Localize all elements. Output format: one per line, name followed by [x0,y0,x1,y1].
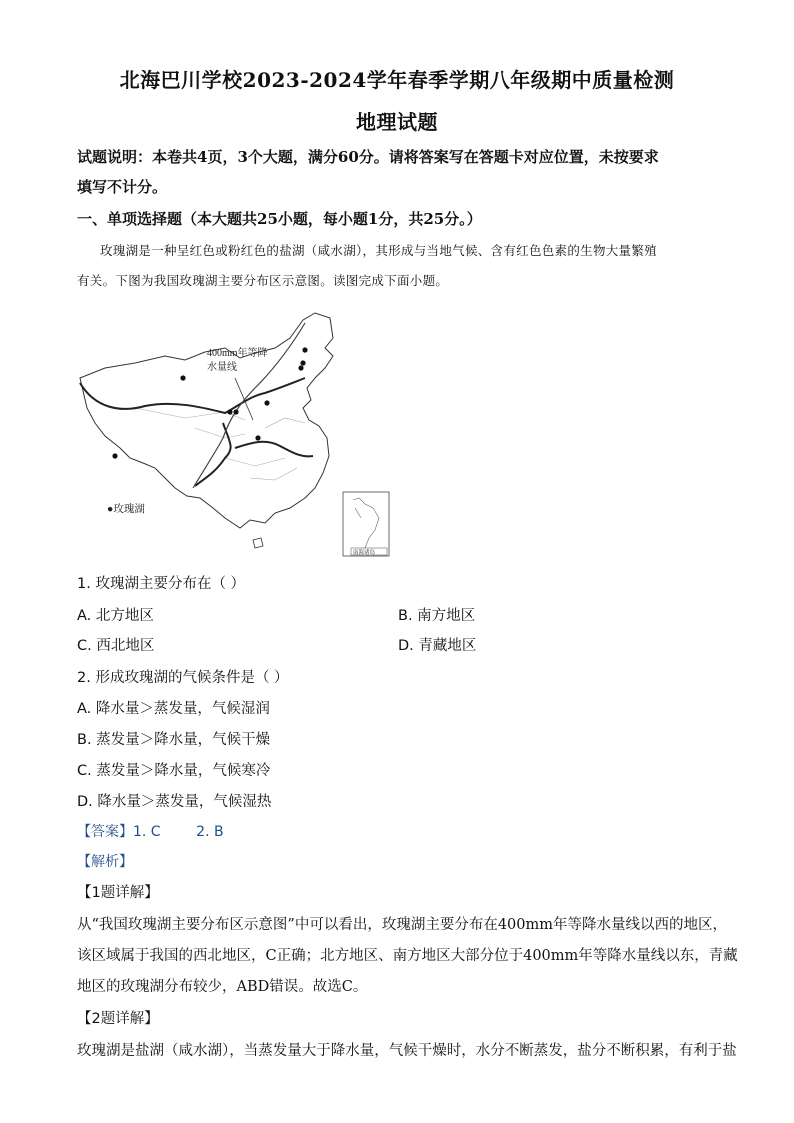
rose-lake-marker [233,409,238,414]
map-legend: ●玫瑰湖 [107,504,145,515]
rose-lake-marker [298,365,303,370]
region-boundary-south [195,423,313,486]
rose-lake-marker [300,360,305,365]
question-2-option-c: C. 蒸发量＞降水量，气候寒冷 [77,763,271,779]
rose-lake-marker [255,435,260,440]
rose-lake-distribution-map [75,308,397,560]
rose-lake-marker [112,453,117,458]
question-2-option-a: A. 降水量＞蒸发量，气候湿润 [77,701,270,717]
instructions-line-1: 试题说明：本卷共4页，3个大题，满分60分。请将答案写在答题卡对应位置，未按要求 [77,148,659,166]
rose-lake-marker [302,347,307,352]
instructions-line-2: 填写不计分。 [77,178,168,196]
page-subtitle: 地理试题 [356,110,438,134]
south-china-sea-inset [343,492,389,556]
intro-text-line-1: 玫瑰湖是一种呈红色或粉红色的盐湖（咸水湖），其形成与当地气候、含有红色色素的生物大量繁殖 [100,243,657,258]
analysis-q1-label: 【1题详解】 [77,885,159,901]
section-heading: 一、单项选择题（本大题共25小题，每小题1分，共25分。） [77,210,482,228]
question-1-option-d: D. 青藏地区 [398,638,477,654]
answer-label: 【答案】 [77,824,133,840]
question-2-stem: 2. 形成玫瑰湖的气候条件是（ ） [77,670,289,686]
question-2-option-d: D. 降水量＞蒸发量，气候湿热 [77,794,272,810]
hainan-island [253,538,263,548]
answer-line [77,820,224,843]
question-1-option-c: C. 西北地区 [77,638,155,654]
page-title: 北海巴川学校2023-2024学年春季学期八年级期中质量检测 [119,68,675,92]
isohyet-label-line1: 400mm年等降 [207,348,268,359]
analysis-q2-line-1: 玫瑰湖是盐湖（咸水湖），当蒸发量大于降水量，气候干燥时，水分不断蒸发，盐分不断积累，有利于盐 [77,1043,737,1059]
analysis-q1-line-1: 从“我国玫瑰湖主要分布区示意图”中可以看出，玫瑰湖主要分布在400mm年等降水量线以西的地区， [77,917,727,933]
question-1-option-b: B. 南方地区 [398,608,476,624]
rose-lake-marker [264,400,269,405]
question-2-option-b: B. 蒸发量＞降水量，气候干燥 [77,732,271,748]
intro-text-line-2: 有关。下图为我国玫瑰湖主要分布区示意图。读图完成下面小题。 [77,273,449,288]
rose-lake-marker [227,409,232,414]
analysis-q1-line-3: 地区的玫瑰湖分布较少，ABD错误。故选C。 [77,979,368,995]
region-boundary-north [80,378,305,413]
question-1-option-a: A. 北方地区 [77,608,154,624]
inset-label: 南海诸岛 [353,550,376,556]
analysis-q1-line-2: 该区域属于我国的西北地区，C正确；北方地区、南方地区大部分位于400mm年等降水量线以东，青藏 [77,948,738,964]
analysis-label: 【解析】 [77,854,133,870]
isohyet-label-line2: 水量线 [207,362,237,373]
answer-text: 1. C 2. B [133,824,224,840]
rose-lake-marker [180,375,185,380]
question-1-stem: 1. 玫瑰湖主要分布在（ ） [77,576,246,592]
analysis-q2-label: 【2题详解】 [77,1011,159,1027]
